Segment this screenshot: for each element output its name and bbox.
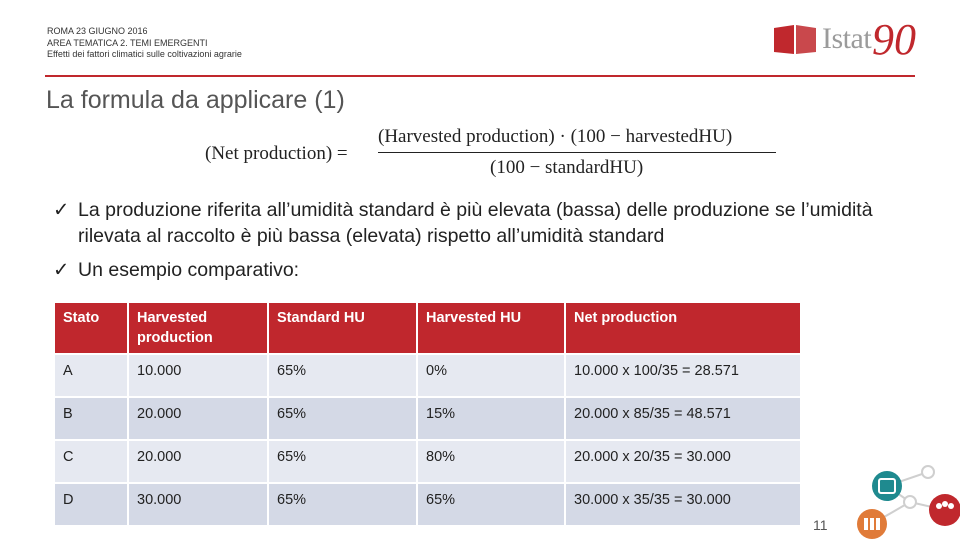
col-header-net-production: Net production — [565, 303, 801, 354]
cell-harvested-hu: 65% — [417, 483, 565, 526]
cell-standard-hu: 65% — [268, 483, 417, 526]
header-divider — [45, 75, 915, 77]
cell-harvested-production: 30.000 — [128, 483, 268, 526]
cell-stato: C — [55, 440, 128, 483]
page-number: 11 — [813, 517, 828, 533]
cell-harvested-production: 10.000 — [128, 354, 268, 397]
slide-header — [47, 26, 242, 61]
cell-standard-hu: 65% — [268, 440, 417, 483]
cell-stato: D — [55, 483, 128, 526]
col-header-harvested-hu: Harvested HU — [417, 303, 565, 354]
cell-standard-hu: 65% — [268, 354, 417, 397]
cell-harvested-hu: 80% — [417, 440, 565, 483]
cell-harvested-production: 20.000 — [128, 440, 268, 483]
formula-numerator: (Harvested production) · (100 − harvestedHU) — [378, 126, 733, 147]
check-icon: ✓ — [53, 199, 70, 221]
cell-stato: A — [55, 354, 128, 397]
comparison-table — [55, 303, 802, 527]
bullet-text: Un esempio comparativo: — [78, 259, 300, 281]
fraction-bar — [378, 152, 776, 153]
cell-net-production: 10.000 x 100/35 = 28.571 — [565, 354, 801, 397]
cell-net-production: 30.000 x 35/35 = 30.000 — [565, 483, 801, 526]
formula-lhs: (Net production) = — [205, 143, 348, 164]
cell-standard-hu: 65% — [268, 397, 417, 440]
logo-number: 90 — [872, 15, 916, 64]
check-icon: ✓ — [53, 259, 70, 281]
header-date: ROMA 23 GIUGNO 2016 — [47, 26, 148, 36]
col-header-stato: Stato — [55, 303, 128, 354]
col-header-harvested-production: Harvested production — [128, 303, 268, 354]
bullet-item — [53, 257, 888, 283]
cell-harvested-hu: 15% — [417, 397, 565, 440]
formula-denominator: (100 − standardHU) — [490, 157, 644, 178]
header-subtitle: Effetti dei fattori climatici sulle coltivazioni agrarie — [47, 49, 242, 59]
cell-harvested-hu: 0% — [417, 354, 565, 397]
table-header-row — [55, 303, 801, 354]
table-row — [55, 354, 801, 397]
table-row — [55, 483, 801, 526]
bullet-text: La produzione riferita all’umidità standard è più elevata (bassa) delle produzione se l’umidità rilevata al raccolto è più bassa (elevata) rispetto all’umidità standard — [78, 199, 873, 247]
header-area: AREA TEMATICA 2. TEMI EMERGENTI — [47, 37, 208, 48]
bullet-item — [53, 197, 888, 249]
bullet-list — [53, 197, 888, 283]
cell-stato: B — [55, 397, 128, 440]
table-row — [55, 440, 801, 483]
slide-title: La formula da applicare (1) — [46, 86, 345, 114]
logo-text: Istat — [822, 22, 872, 55]
col-header-standard-hu: Standard HU — [268, 303, 417, 354]
table-row — [55, 397, 801, 440]
decorative-network-icon — [850, 462, 960, 540]
cell-net-production: 20.000 x 85/35 = 48.571 — [565, 397, 801, 440]
cell-harvested-production: 20.000 — [128, 397, 268, 440]
cell-net-production: 20.000 x 20/35 = 30.000 — [565, 440, 801, 483]
